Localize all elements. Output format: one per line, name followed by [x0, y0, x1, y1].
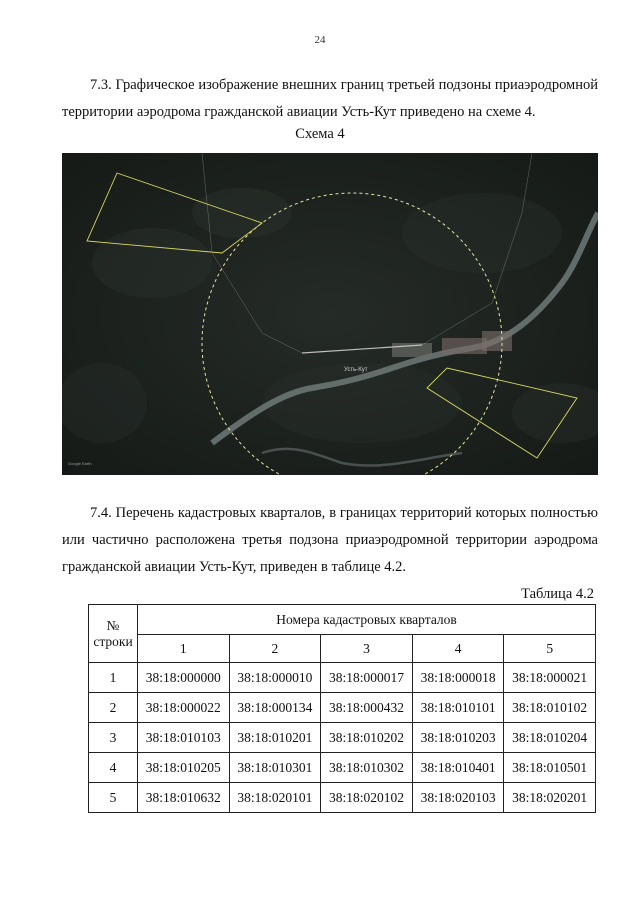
row-number: 5	[89, 783, 138, 813]
table-cell: 38:18:000000	[138, 663, 230, 693]
table-cell: 38:18:010301	[229, 753, 321, 783]
table-cell: 38:18:020201	[504, 783, 596, 813]
table-cell: 38:18:020103	[412, 783, 504, 813]
table-cell: 38:18:010204	[504, 723, 596, 753]
column-number: 1	[138, 635, 230, 663]
table-cell: 38:18:000134	[229, 693, 321, 723]
row-number: 1	[89, 663, 138, 693]
table-cell: 38:18:000017	[321, 663, 413, 693]
table-cell: 38:18:010401	[412, 753, 504, 783]
table-row	[89, 753, 596, 783]
map-credit: Google Earth	[68, 461, 92, 466]
table-cell: 38:18:010101	[412, 693, 504, 723]
table-cell: 38:18:010203	[412, 723, 504, 753]
column-number: 2	[229, 635, 321, 663]
section-7-3-paragraph: 7.3. Графическое изображение внешних границ третьей подзоны приаэродромной территории аэродрома гражданской авиации Усть-Кут приведено на схеме 4.	[62, 77, 598, 120]
table-cell: 38:18:010103	[138, 723, 230, 753]
row-number: 3	[89, 723, 138, 753]
section-7-4-paragraph: 7.4. Перечень кадастровых кварталов, в границах территорий которых полностью или частично расположена третья подзона приаэродромной территории аэродрома гражданской авиации Усть-Кут, приведен в таблице 4.2.	[62, 505, 598, 575]
table-cell: 38:18:010102	[504, 693, 596, 723]
cadastral-quarters-table	[88, 604, 596, 813]
table-cell: 38:18:000432	[321, 693, 413, 723]
column-number: 5	[504, 635, 596, 663]
table-row	[89, 663, 596, 693]
column-number: 4	[412, 635, 504, 663]
table-cell: 38:18:000022	[138, 693, 230, 723]
table-caption: Таблица 4.2	[521, 586, 594, 602]
table-cell: 38:18:000021	[504, 663, 596, 693]
scheme-map-image	[62, 153, 598, 475]
scheme-title: Схема 4	[295, 126, 345, 142]
table-row	[89, 723, 596, 753]
satellite-map	[62, 153, 598, 475]
column-number: 3	[321, 635, 413, 663]
table-cell: 38:18:010205	[138, 753, 230, 783]
table-cell: 38:18:020102	[321, 783, 413, 813]
page-number: 24	[314, 34, 326, 46]
row-number: 2	[89, 693, 138, 723]
column-number-row	[89, 635, 596, 663]
table-cell: 38:18:000018	[412, 663, 504, 693]
table-cell: 38:18:010501	[504, 753, 596, 783]
header-row-number: № строки	[89, 605, 138, 663]
table-row	[89, 783, 596, 813]
table-cell: 38:18:020101	[229, 783, 321, 813]
table-cell: 38:18:010632	[138, 783, 230, 813]
table-cell: 38:18:000010	[229, 663, 321, 693]
table-cell: 38:18:010202	[321, 723, 413, 753]
map-town-label: Усть-Кут	[344, 367, 368, 373]
table-cell: 38:18:010302	[321, 753, 413, 783]
header-group: Номера кадастровых кварталов	[138, 605, 596, 635]
table-cell: 38:18:010201	[229, 723, 321, 753]
row-number: 4	[89, 753, 138, 783]
table-row	[89, 693, 596, 723]
